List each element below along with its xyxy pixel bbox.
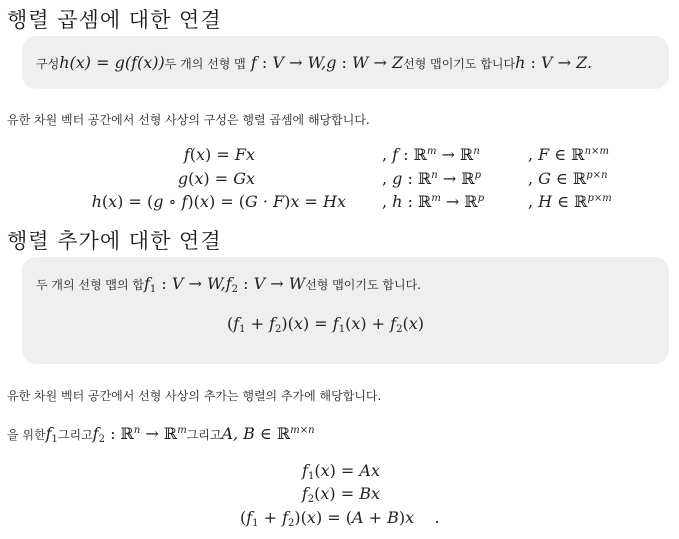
callout-text-2: 두 개의 선형 맵: [164, 57, 246, 71]
line-text-2: 그리고: [57, 428, 93, 442]
equation-g-map: , g : ℝ$^n$ → ℝ$^p$: [382, 169, 482, 188]
line-math-f1: $f_1$: [45, 424, 58, 445]
callout-sum-text: [36, 274, 421, 293]
equation-f-matrix: , F ∈ ℝ$^{n\times m}$: [528, 145, 609, 164]
equation-h-lhs: h(x) = (g ∘ f)(x) = (G · F)x = Hx: [91, 192, 346, 211]
line-text-1: 을 위한: [7, 428, 46, 442]
callout-sum-text-2: 선형 맵이기도 합니다.: [305, 278, 421, 292]
line-math-ab: A, B ∈ ℝ$^{m\times n}$: [221, 424, 315, 443]
equation-h-map: , h : ℝ$^m$ → ℝ$^p$: [382, 192, 485, 211]
callout-text-1: 구성: [36, 57, 60, 71]
equation-h-matrix: , H ∈ ℝ$^{p\times m}$: [528, 192, 612, 211]
callout-sum-text-1: 두 개의 선형 맵의 합: [36, 278, 144, 292]
line-for-maps: [7, 424, 315, 443]
equation-g-matrix: , G ∈ ℝ$^{p\times n}$: [528, 169, 608, 188]
equation-g-lhs: g(x) = Gx: [177, 169, 255, 188]
callout-composition-text: [36, 53, 592, 72]
callout-math-h-map: h : V → Z.: [515, 53, 593, 72]
callout-sum-equation: $(f_1 + f_2)(x) = f_1(x) + f_2(x)$: [227, 314, 424, 335]
line-text-3: 그리고: [186, 428, 222, 442]
section-heading-matrix-addition: 행렬 추가에 대한 연결: [7, 229, 222, 253]
equation-f2: $f_2(x) = Bx$: [301, 484, 380, 505]
callout-math-maps: f : V → W,g : W → Z: [245, 53, 404, 72]
equation-f1: $f_1(x) = Ax$: [302, 461, 380, 482]
callout-text-3: 선형 맵이기도 합니다: [403, 57, 516, 71]
equation-f-map: , f : ℝ$^m$ → ℝ$^n$: [382, 145, 480, 164]
paragraph-addition: 유한 차원 벡터 공간에서 선형 사상의 추가는 행렬의 추가에 해당합니다.: [7, 389, 382, 403]
callout-sum-math-maps: $f_1$ : $V \to W,f_2$ : V → W: [144, 274, 306, 295]
section-heading-matrix-multiplication: 행렬 곱셈에 대한 연결: [7, 8, 222, 32]
equation-sum: $(f_1 + f_2)(x) = (A + B)x$ .: [240, 508, 440, 529]
line-math-f2-map: $f_2$ : ℝ$^n$ → ℝ$^m$: [92, 424, 187, 445]
paragraph-composition-multiplication: 유한 차원 벡터 공간에서 선형 사상의 구성은 행렬 곱셈에 해당합니다.: [7, 113, 370, 127]
callout-math-h-def: h(x) = g(f(x)): [59, 53, 165, 72]
equation-f-lhs: f(x) = Fx: [183, 145, 255, 164]
